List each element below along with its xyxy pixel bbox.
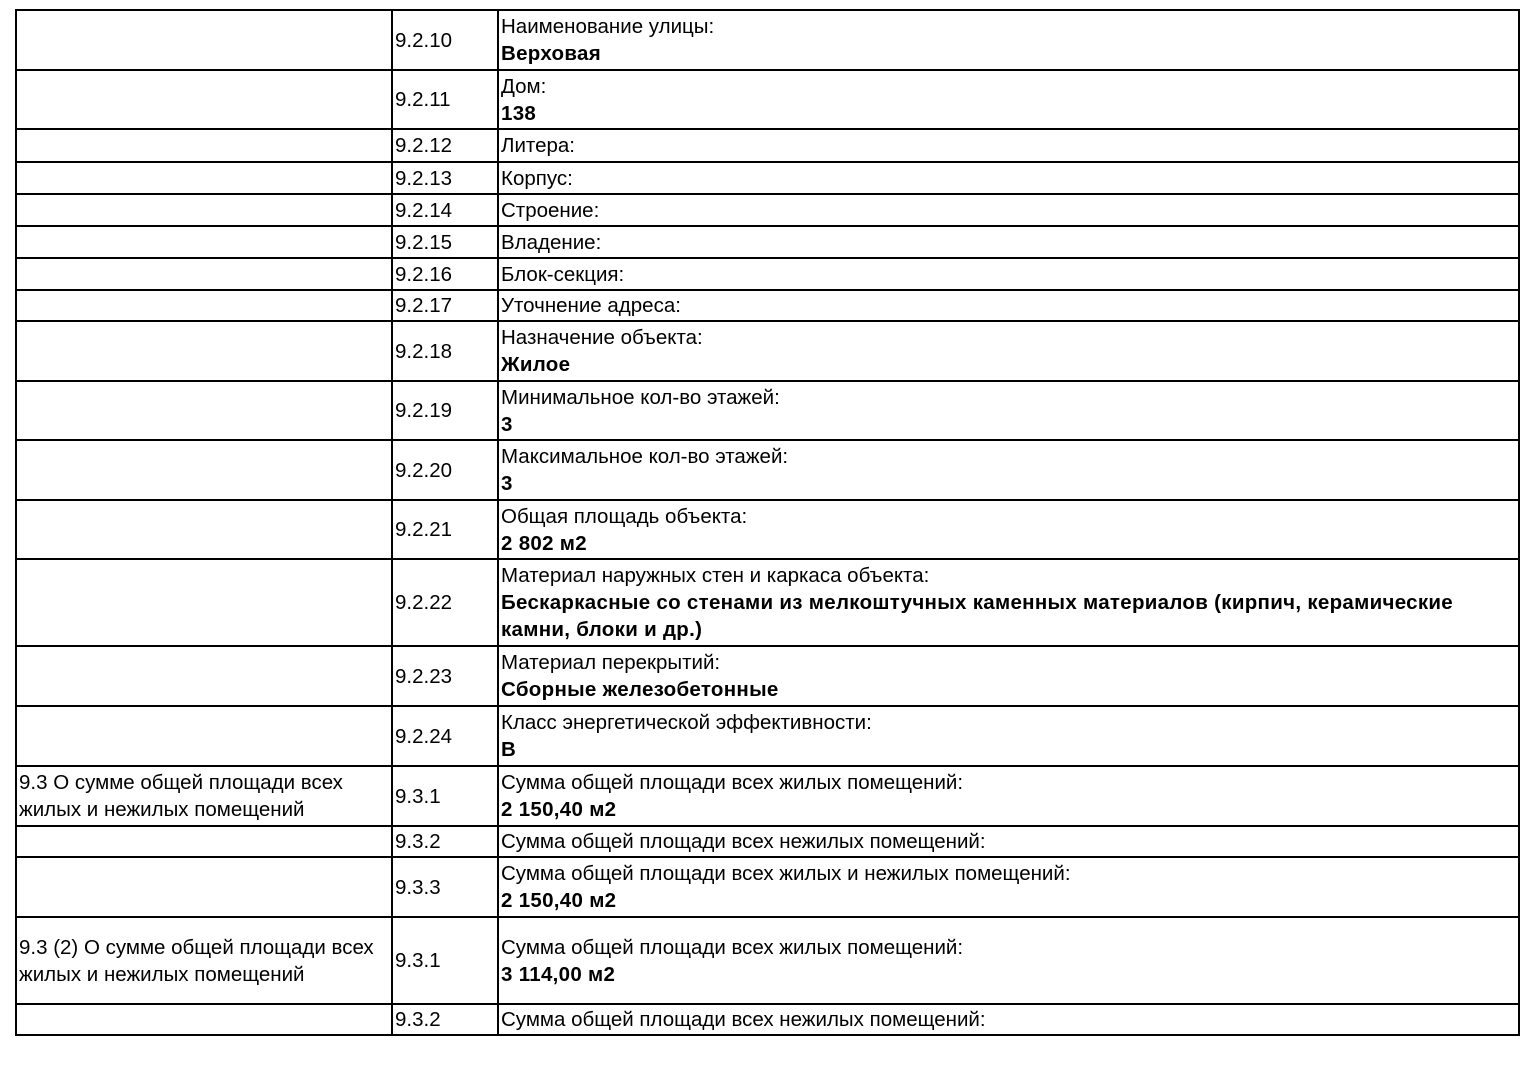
item-cell bbox=[498, 559, 1519, 646]
item-cell bbox=[498, 440, 1519, 500]
item-value: 2 150,40 м2 bbox=[501, 889, 617, 912]
table-row bbox=[16, 857, 1519, 917]
item-code: 9.2.20 bbox=[392, 440, 498, 500]
section-title bbox=[16, 290, 392, 321]
item-code: 9.2.11 bbox=[392, 70, 498, 129]
item-label: Класс энергетической эффективности: bbox=[501, 711, 872, 734]
item-label: Уточнение адреса: bbox=[501, 294, 681, 317]
section-title bbox=[16, 646, 392, 706]
item-label: Общая площадь объекта: bbox=[501, 504, 748, 528]
item-code: 9.3.2 bbox=[392, 826, 498, 857]
table-row bbox=[16, 500, 1519, 559]
table-row bbox=[16, 706, 1519, 766]
section-title bbox=[16, 706, 392, 766]
section-title bbox=[16, 857, 392, 917]
table-row bbox=[16, 290, 1519, 321]
item-code: 9.2.10 bbox=[392, 10, 498, 70]
section-title bbox=[16, 500, 392, 559]
table-row bbox=[16, 226, 1519, 258]
item-value: 138 bbox=[501, 101, 537, 125]
section-title bbox=[16, 129, 392, 162]
section-title bbox=[16, 321, 392, 381]
table-row bbox=[16, 440, 1519, 500]
item-label: Дом: bbox=[501, 74, 547, 98]
item-label: Сумма общей площади всех жилых помещений: bbox=[501, 935, 964, 959]
item-cell bbox=[498, 500, 1519, 559]
section-title bbox=[16, 10, 392, 70]
item-code: 9.2.14 bbox=[392, 194, 498, 226]
item-label: Корпус: bbox=[501, 166, 573, 190]
item-cell bbox=[498, 226, 1519, 258]
item-code: 9.2.17 bbox=[392, 290, 498, 321]
item-code: 9.2.12 bbox=[392, 129, 498, 162]
item-label: Сумма общей площади всех нежилых помещений: bbox=[501, 1008, 986, 1031]
item-label: Литера: bbox=[501, 134, 575, 157]
item-label: Сумма общей площади всех жилых помещений: bbox=[501, 771, 964, 794]
item-code: 9.2.13 bbox=[392, 162, 498, 194]
section-title bbox=[16, 381, 392, 440]
item-cell bbox=[498, 917, 1519, 1004]
item-cell bbox=[498, 70, 1519, 129]
item-code: 9.3.1 bbox=[392, 917, 498, 1004]
item-cell bbox=[498, 10, 1519, 70]
item-cell bbox=[498, 766, 1519, 826]
section-title bbox=[16, 226, 392, 258]
item-label: Материал наружных стен и каркаса объекта: bbox=[501, 564, 930, 587]
item-cell bbox=[498, 1004, 1519, 1035]
item-label: Строение: bbox=[501, 198, 600, 222]
item-cell bbox=[498, 162, 1519, 194]
table-row bbox=[16, 1004, 1519, 1035]
section-title: 9.3 (2) О сумме общей площади всех жилых и нежилых помещений bbox=[16, 917, 392, 1004]
section-title bbox=[16, 1004, 392, 1035]
item-label: Сумма общей площади всех жилых и нежилых помещений: bbox=[501, 862, 1071, 885]
section-title: 9.3 О сумме общей площади всех жилых и нежилых помещений bbox=[16, 766, 392, 826]
item-code: 9.3.2 bbox=[392, 1004, 498, 1035]
item-label: Максимальное кол-во этажей: bbox=[501, 445, 789, 468]
item-label: Минимальное кол-во этажей: bbox=[501, 385, 780, 409]
table-row bbox=[16, 321, 1519, 381]
table-row bbox=[16, 194, 1519, 226]
item-value: 2 802 м2 bbox=[501, 531, 587, 555]
section-title bbox=[16, 194, 392, 226]
item-label: Материал перекрытий: bbox=[501, 651, 721, 674]
property-info-table bbox=[15, 9, 1520, 1036]
item-code: 9.2.16 bbox=[392, 258, 498, 290]
item-cell bbox=[498, 194, 1519, 226]
item-code: 9.2.18 bbox=[392, 321, 498, 381]
section-title bbox=[16, 258, 392, 290]
table-row bbox=[16, 129, 1519, 162]
table-row bbox=[16, 766, 1519, 826]
section-title bbox=[16, 70, 392, 129]
item-value: Сборные железобетонные bbox=[501, 678, 779, 701]
section-title bbox=[16, 440, 392, 500]
section-title bbox=[16, 559, 392, 646]
table-row bbox=[16, 381, 1519, 440]
item-label: Владение: bbox=[501, 230, 602, 254]
item-cell bbox=[498, 290, 1519, 321]
item-code: 9.3.3 bbox=[392, 857, 498, 917]
item-label: Назначение объекта: bbox=[501, 326, 703, 349]
item-value: 3 114,00 м2 bbox=[501, 962, 616, 986]
section-title bbox=[16, 826, 392, 857]
table-row bbox=[16, 826, 1519, 857]
item-value: Верховая bbox=[501, 42, 601, 65]
item-cell bbox=[498, 646, 1519, 706]
table-row bbox=[16, 559, 1519, 646]
item-value: 3 bbox=[501, 412, 513, 436]
table-row bbox=[16, 646, 1519, 706]
item-code: 9.2.21 bbox=[392, 500, 498, 559]
item-cell bbox=[498, 857, 1519, 917]
table-row bbox=[16, 70, 1519, 129]
item-code: 9.2.19 bbox=[392, 381, 498, 440]
item-label: Наименование улицы: bbox=[501, 15, 715, 38]
item-cell bbox=[498, 258, 1519, 290]
item-value: Бескаркасные со стенами из мелкоштучных каменных материалов (кирпич, керамические камни, блоки и др.) bbox=[501, 591, 1453, 641]
item-cell bbox=[498, 129, 1519, 162]
item-value: Жилое bbox=[501, 353, 571, 376]
section-title bbox=[16, 162, 392, 194]
table-row bbox=[16, 162, 1519, 194]
item-code: 9.2.22 bbox=[392, 559, 498, 646]
table-row bbox=[16, 258, 1519, 290]
item-cell bbox=[498, 321, 1519, 381]
item-label: Сумма общей площади всех нежилых помещений: bbox=[501, 830, 986, 853]
item-label: Блок-секция: bbox=[501, 262, 625, 286]
item-code: 9.2.24 bbox=[392, 706, 498, 766]
item-code: 9.2.15 bbox=[392, 226, 498, 258]
table-row bbox=[16, 917, 1519, 1004]
item-code: 9.3.1 bbox=[392, 766, 498, 826]
table-row bbox=[16, 10, 1519, 70]
item-value: В bbox=[501, 738, 517, 761]
item-cell bbox=[498, 706, 1519, 766]
item-cell bbox=[498, 381, 1519, 440]
item-value: 2 150,40 м2 bbox=[501, 798, 617, 821]
item-value: 3 bbox=[501, 472, 513, 495]
item-code: 9.2.23 bbox=[392, 646, 498, 706]
item-cell bbox=[498, 826, 1519, 857]
